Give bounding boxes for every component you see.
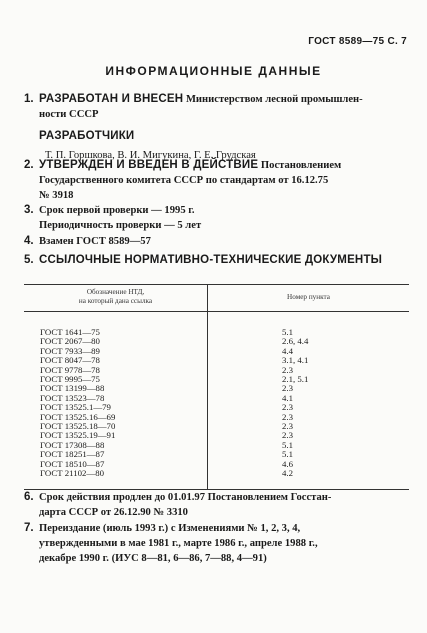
page-header-reference: ГОСТ 8589—75 С. 7 [308,36,407,47]
section-number: 1. [24,93,34,105]
item-number-cell: 2.3 [282,402,293,413]
document-cell: ГОСТ 13525.16—69 [24,413,208,422]
table-row [24,469,409,478]
item-number-cell: 3.1, 4.1 [282,355,309,366]
section-1-heading: РАЗРАБОТАН И ВНЕСЕН [39,93,184,105]
section-6 [24,490,416,520]
developers-heading: РАЗРАБОТЧИКИ [39,130,135,142]
section-7 [24,521,416,566]
column-header-item-number: Номер пункта [208,285,410,312]
section-number: 3. [24,204,34,216]
item-number-cell: 2.3 [282,430,293,441]
document-cell: ГОСТ 13199—88 [24,384,208,393]
replaced-standard: Взамен ГОСТ 8589—57 [39,236,151,247]
item-number-cell: 5.1 [282,439,293,450]
item-number-cell: 5.1 [282,327,293,337]
references-table [24,284,409,490]
document-cell: ГОСТ 13523—78 [24,394,208,403]
section-2-text-cont: Государственного комитета СССР по стандартам от 16.12.75 [39,175,329,186]
item-number-cell: 5.1 [282,449,293,460]
item-number-cell: 4.1 [282,392,293,403]
document-cell: ГОСТ 21102—80 [24,469,208,478]
references-table-container [24,284,409,490]
section-number: 6. [24,491,34,503]
item-number-cell: 2.1, 5.1 [282,374,309,385]
document-cell: ГОСТ 18510—87 [24,460,208,469]
document-cell: ГОСТ 9778—78 [24,366,208,375]
section-number: 4. [24,235,34,247]
developers-list: Т. П. Горшкова, В. И. Мигукина, Г. Е. Грудская [45,150,256,161]
section-2-heading: УТВЕРЖДЕН И ВВЕДЕН В ДЕЙСТВИЕ [39,159,259,171]
section-2-text: Постановлением [260,160,342,171]
section-4 [24,234,416,249]
document-cell: ГОСТ 13525.18—70 [24,422,208,431]
reissue-info: Переиздание (июль 1993 г.) с Изменениями № 1, 2, 3, 4, [39,523,301,534]
item-number-cell: 2.3 [282,411,293,422]
document-cell: ГОСТ 1641—75 [24,328,208,337]
reissue-info-cont: утвержденными в мае 1981 г., марте 1986 г., апреле 1988 г., [39,538,318,549]
document-cell: ГОСТ 2067—80 [24,337,208,346]
first-check-date: Срок первой проверки — 1995 г. [39,205,195,216]
section-number: 5. [24,254,34,266]
column-header-document: Обозначение НТД, на который дана ссылка [24,285,208,312]
section-2-decree-number: № 3918 [39,190,74,201]
section-3 [24,203,416,233]
item-number-cell: 4.6 [282,458,293,469]
table-header-row [24,285,409,312]
section-1 [24,92,416,163]
item-number-cell: 2.3 [282,421,293,432]
document-title: ИНФОРМАЦИОННЫЕ ДАННЫЕ [105,64,322,78]
document-cell: ГОСТ 8047—78 [24,356,208,365]
section-number: 2. [24,159,34,171]
section-number: 7. [24,522,34,534]
section-1-text-cont: ности СССР [39,109,99,120]
check-periodicity: Периодичность проверки — 5 лет [39,220,202,231]
item-number-cell: 2.3 [282,364,293,375]
reissue-info-cont-2: декабре 1990 г. (ИУС 8—81, 6—86, 7—88, 4—91) [39,553,267,564]
section-5 [24,253,416,268]
validity-extension-cont: дарта СССР от 26.12.90 № 3310 [39,507,188,518]
item-number-cell: 4.2 [282,468,293,479]
section-2 [24,158,416,203]
document-cell: ГОСТ 7933—89 [24,347,208,356]
item-number-cell: 2.3 [282,383,293,394]
document-cell: ГОСТ 9995—75 [24,375,208,384]
item-number-cell: 2.6, 4.4 [282,336,309,347]
document-cell: ГОСТ 17308—88 [24,441,208,450]
document-cell: ГОСТ 13525.1—79 [24,403,208,412]
validity-extension: Срок действия продлен до 01.01.97 Постановлением Госстан- [39,492,332,503]
section-1-text: Министерством лесной промышлен- [185,94,363,105]
section-5-heading: ССЫЛОЧНЫЕ НОРМАТИВНО-ТЕХНИЧЕСКИЕ ДОКУМЕНТЫ [39,254,383,266]
item-number-cell: 4.4 [282,345,293,356]
document-cell: ГОСТ 13525.19—91 [24,431,208,440]
document-cell: ГОСТ 18251—87 [24,450,208,459]
